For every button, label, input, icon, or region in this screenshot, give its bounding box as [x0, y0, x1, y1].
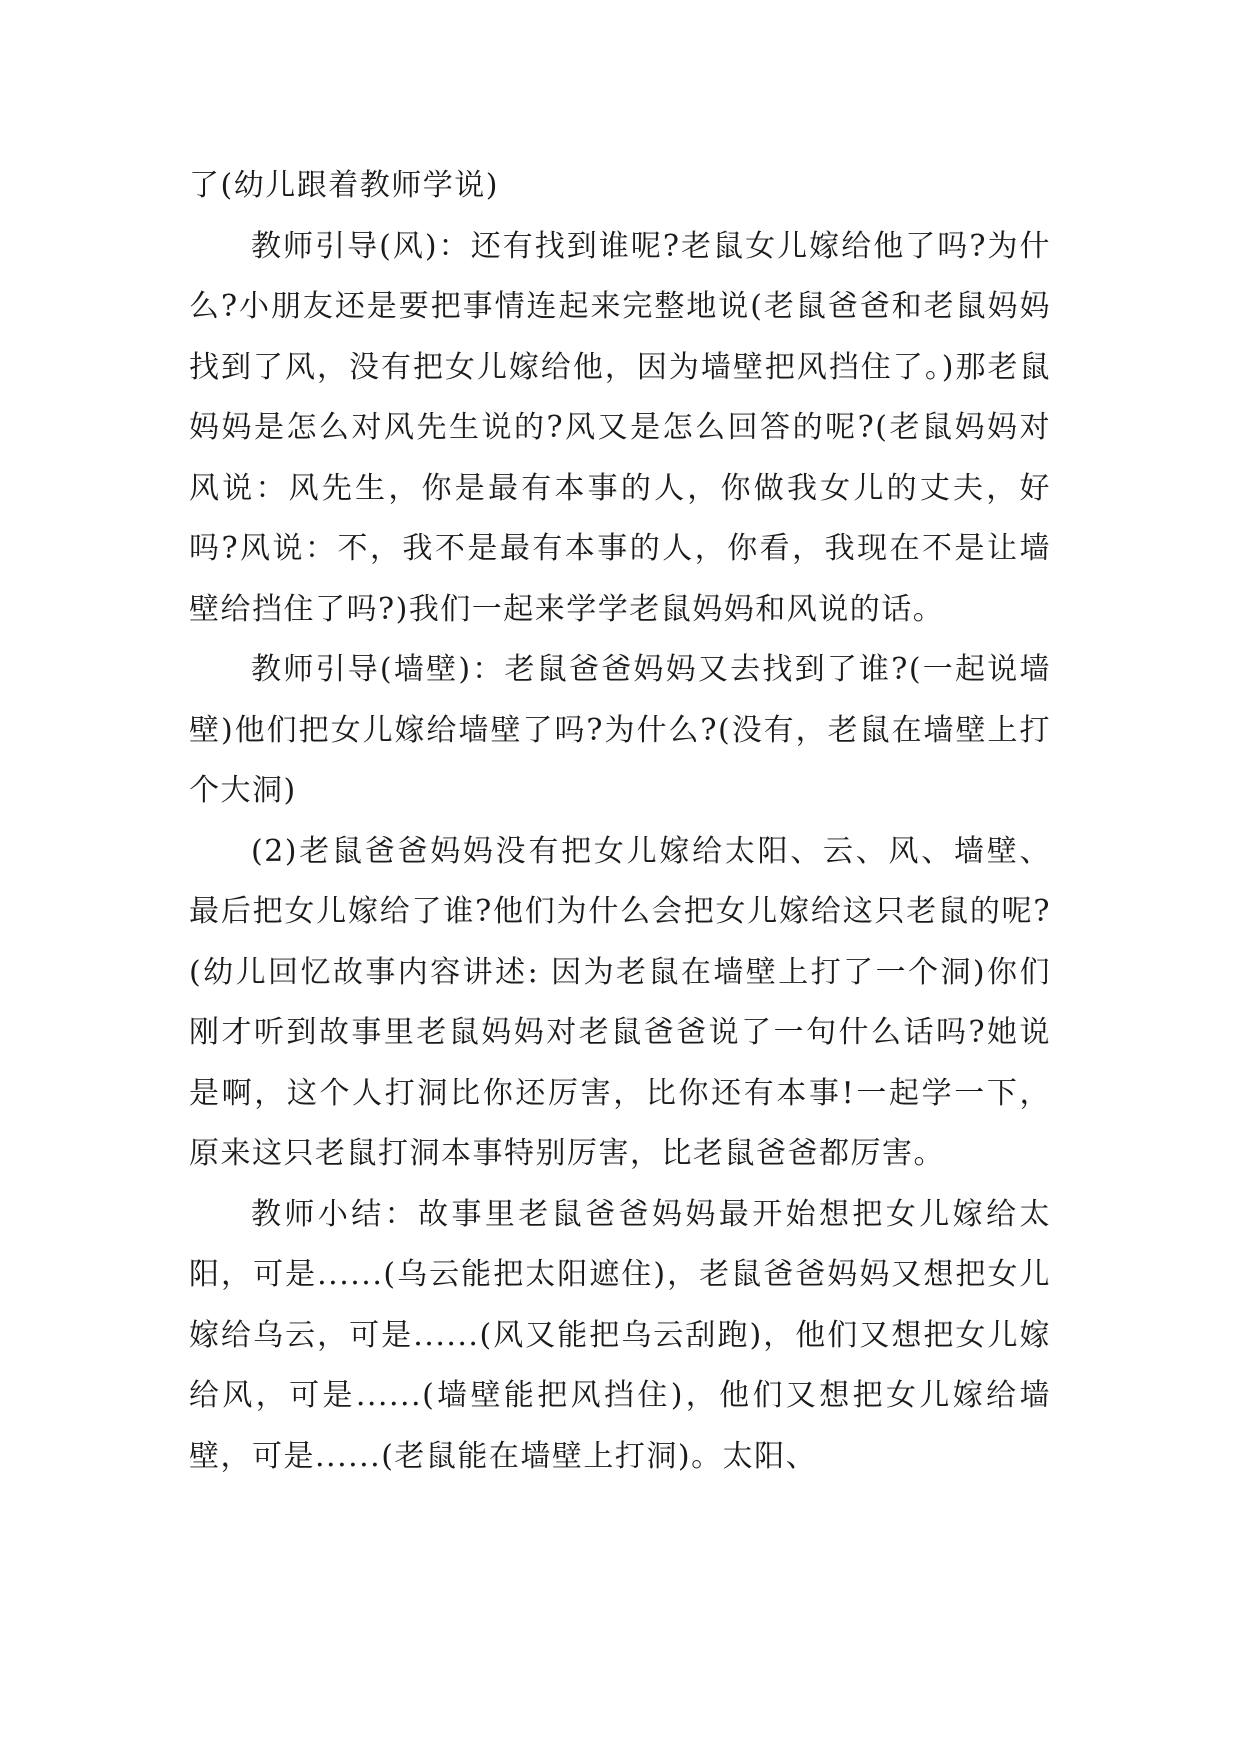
- paragraph-teacher-guide-wall: 教师引导(墙壁)：老鼠爸爸妈妈又去找到了谁?(一起说墙壁)他们把女儿嫁给墙壁了吗?为什么?(没有，老鼠在墙壁上打个大洞): [189, 652, 1051, 808]
- document-body: [189, 156, 1051, 1487]
- paragraph-teacher-summary: 教师小结：故事里老鼠爸爸妈妈最开始想把女儿嫁给太阳，可是......(乌云能把太阳遮住)，老鼠爸爸妈妈又想把女儿嫁给乌云，可是......(风又能把乌云刮跑)，他们又想把女儿嫁给风，可是......(墙壁能把风挡住)，他们又想把女儿嫁给墙壁，可是......(老鼠能在墙壁上打洞)。太阳、: [189, 1196, 1051, 1474]
- paragraph-item-2: (2)老鼠爸爸妈妈没有把女儿嫁给太阳、云、风、墙壁、最后把女儿嫁给了谁?他们为什么会把女儿嫁给这只老鼠的呢?(幼儿回忆故事内容讲述: 因为老鼠在墙壁上打了一个洞)你们刚才听到故事里老鼠妈妈对老鼠爸爸说了一句什么话吗?她说是啊，这个人打洞比你还厉害，比你还有本事!一起学一下，原来这只老鼠打洞本事特别厉害，比老鼠爸爸都厉害。: [189, 833, 1051, 1171]
- paragraph-continuation: 了(幼儿跟着教师学说): [189, 168, 499, 203]
- paragraph-teacher-guide-wind: 教师引导(风)：还有找到谁呢?老鼠女儿嫁给他了吗?为什么?小朋友还是要把事情连起来完整地说(老鼠爸爸和老鼠妈妈找到了风，没有把女儿嫁给他，因为墙壁把风挡住了。)那老鼠妈妈是怎么对风先生说的?风又是怎么回答的呢?(老鼠妈妈对风说：风先生，你是最有本事的人，你做我女儿的丈夫，好吗?风说：不，我不是最有本事的人，你看，我现在不是让墙壁给挡住了吗?)我们一起来学学老鼠妈妈和风说的话。: [189, 228, 1051, 627]
